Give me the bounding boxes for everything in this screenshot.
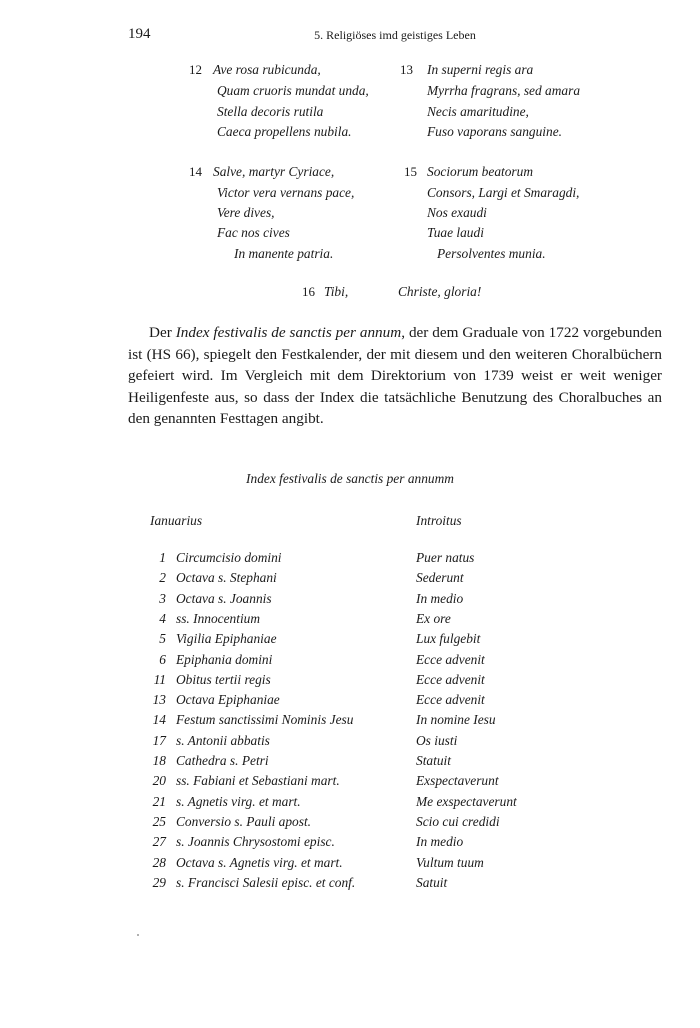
stray-ink-mark bbox=[137, 934, 139, 936]
introit-name: Sederunt bbox=[416, 570, 464, 586]
introit-name: Ecce advenit bbox=[416, 651, 485, 667]
verse-line: Persolventes munia. bbox=[437, 246, 546, 261]
day-number: 18 bbox=[152, 753, 166, 768]
verse-line: Quam cruoris mundat unda, bbox=[217, 83, 369, 98]
day-number: 25 bbox=[152, 813, 166, 829]
table-row bbox=[0, 611, 700, 631]
verse-line: Consors, Largi et Smaragdi, bbox=[427, 185, 580, 200]
day-number: 5 bbox=[159, 631, 166, 647]
introit-name: Statuit bbox=[416, 753, 451, 768]
feast-name: s. Francisci Salesii episc. et conf. bbox=[176, 874, 356, 890]
page-header bbox=[128, 26, 662, 46]
stanza-number: 15 bbox=[404, 164, 417, 179]
feast-name: Octava Epiphaniae bbox=[176, 692, 280, 708]
feast-name: s. Agnetis virg. et mart. bbox=[176, 793, 301, 809]
table-row bbox=[0, 591, 700, 611]
day-number: 27 bbox=[152, 834, 166, 850]
table-row bbox=[0, 570, 700, 590]
day-number: 20 bbox=[152, 773, 166, 789]
paragraph-text-before: Der bbox=[149, 324, 176, 341]
introit-name: Vultum tuum bbox=[416, 854, 484, 870]
introit-name: Scio cui credidi bbox=[416, 813, 500, 829]
feast-name: s. Joannis Chrysostomi episc. bbox=[176, 834, 335, 850]
day-number: 1 bbox=[159, 550, 166, 565]
feast-name: Octava s. Stephani bbox=[176, 570, 277, 586]
introit-name: In nomine Iesu bbox=[416, 712, 496, 728]
introit-column-header: Introitus bbox=[416, 513, 462, 528]
table-row bbox=[0, 733, 700, 753]
verse-line: Necis amaritudine, bbox=[427, 104, 529, 119]
table-row bbox=[0, 834, 700, 854]
table-row bbox=[0, 692, 700, 712]
feast-name: ss. Innocentium bbox=[176, 610, 261, 626]
table-row bbox=[0, 753, 700, 773]
table-row bbox=[0, 855, 700, 875]
month-column-header: Ianuarius bbox=[150, 513, 203, 528]
table-row bbox=[0, 773, 700, 793]
introit-name: Ecce advenit bbox=[416, 671, 485, 687]
day-number: 13 bbox=[152, 692, 166, 708]
paragraph-title-reference: Index festivalis de sanctis per annum bbox=[175, 324, 402, 341]
verse-line: Caeca propellens nubila. bbox=[217, 124, 352, 139]
feast-name: s. Antonii abbatis bbox=[176, 732, 270, 748]
verse-line: Fac nos cives bbox=[217, 225, 290, 240]
verse-line: Victor vera vernans pace, bbox=[217, 185, 355, 200]
feast-name: Epiphania domini bbox=[176, 651, 273, 667]
feast-name: Obitus tertii regis bbox=[176, 671, 271, 687]
verse-line: Sociorum beatorum bbox=[427, 164, 534, 179]
table-row bbox=[0, 631, 700, 651]
day-number: 4 bbox=[159, 610, 166, 626]
introit-name: In medio bbox=[416, 590, 464, 606]
verse-line: Myrrha fragrans, sed amara bbox=[427, 83, 581, 98]
introit-name: Os iusti bbox=[416, 732, 458, 748]
introit-name: Puer natus bbox=[416, 550, 475, 565]
day-number: 28 bbox=[152, 854, 166, 870]
feast-name: Conversio s. Pauli apost. bbox=[176, 813, 312, 829]
running-head: 5. Religiöses imd geistiges Leben bbox=[314, 28, 476, 42]
verse-line: Vere dives, bbox=[217, 205, 275, 220]
feast-name: Circumcisio domini bbox=[176, 550, 282, 565]
introit-name: Satuit bbox=[416, 874, 448, 890]
stanza-number: 13 bbox=[400, 62, 413, 77]
day-number: 17 bbox=[152, 732, 166, 748]
day-number: 3 bbox=[159, 590, 166, 606]
verse-line: Ave rosa rubicunda, bbox=[213, 62, 321, 77]
paragraph-text-after: , der dem Graduale von 1722 vorgebunden ist (HS 66), spiegelt den Festkalender, der mit diesem und den weiteren Choralbüchern gefeiert wird. Im Vergleich mit dem Direktorium von 1739 weist er weit weniger Heiligenfeste aus, so dass der Index die tatsächliche Benutzung des Choralbuches an den genannten Festtagen angibt. bbox=[128, 324, 662, 427]
verse-line: Salve, martyr Cyriace, bbox=[213, 164, 335, 179]
index-title: Index festivalis de sanctis per annumm bbox=[246, 471, 454, 486]
table-row bbox=[0, 814, 700, 834]
feast-name: Festum sanctissimi Nominis Jesu bbox=[176, 712, 354, 728]
introit-name: In medio bbox=[416, 834, 464, 850]
day-number: 6 bbox=[159, 651, 166, 667]
feast-name: ss. Fabiani et Sebastiani mart. bbox=[176, 773, 340, 789]
verse-line: Tuae laudi bbox=[427, 225, 484, 240]
introit-name: Ecce advenit bbox=[416, 692, 485, 708]
body-paragraph bbox=[128, 322, 662, 430]
feast-name: Octava s. Joannis bbox=[176, 590, 272, 606]
day-number: 2 bbox=[159, 570, 166, 586]
stanza-number: 14 bbox=[189, 164, 202, 179]
feast-name: Vigilia Epiphaniae bbox=[176, 631, 277, 647]
verse-line: Christe, gloria! bbox=[398, 284, 482, 299]
verse-line: In superni regis ara bbox=[427, 62, 534, 77]
verse-line: Stella decoris rutila bbox=[217, 104, 324, 119]
page-number: 194 bbox=[128, 26, 151, 42]
feast-name: Octava s. Agnetis virg. et mart. bbox=[176, 854, 343, 870]
stanza-number: 16 bbox=[302, 284, 315, 299]
day-number: 29 bbox=[152, 874, 166, 890]
verse-line: Nos exaudi bbox=[427, 205, 487, 220]
verse-line: Tibi, bbox=[324, 284, 349, 299]
table-row bbox=[0, 875, 700, 895]
introit-name: Lux fulgebit bbox=[416, 631, 481, 647]
verse-line: Fuso vaporans sanguine. bbox=[427, 124, 563, 139]
table-row bbox=[0, 550, 700, 570]
verse-line: In manente patria. bbox=[234, 246, 334, 261]
introit-name: Me exspectaverunt bbox=[416, 793, 517, 809]
day-number: 21 bbox=[152, 793, 166, 809]
day-number: 11 bbox=[153, 671, 166, 687]
introit-name: Exspectaverunt bbox=[416, 773, 499, 789]
table-row bbox=[0, 794, 700, 814]
introit-name: Ex ore bbox=[416, 610, 451, 626]
day-number: 14 bbox=[152, 712, 166, 728]
feast-name: Cathedra s. Petri bbox=[176, 753, 269, 768]
stanza-number: 12 bbox=[189, 62, 202, 77]
table-row bbox=[0, 652, 700, 672]
table-row bbox=[0, 672, 700, 692]
table-row bbox=[0, 712, 700, 732]
